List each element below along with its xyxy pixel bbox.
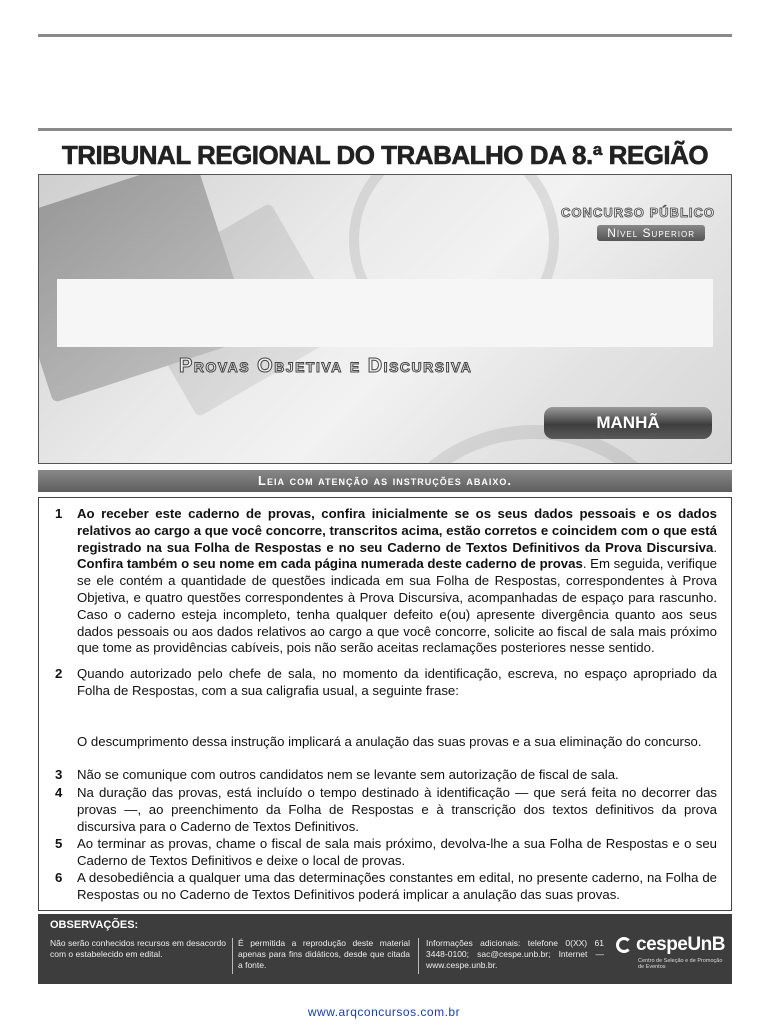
exam-type-title: Provas Objetiva e Discursiva	[179, 355, 473, 377]
observation-contato: Informações adicionais: telefone 0(XX) 61 3448-0100; sac@cespe.unb.br; Internet — www.cespe.unb.br.	[426, 938, 604, 970]
concurso-label: CONCURSO PÚBLICO	[561, 205, 715, 220]
top-rule	[38, 34, 732, 37]
instruction-text: Ao terminar as provas, chame o fiscal de sala mais próximo, devolva-lhe a sua Folha de Respostas e o seu Caderno de Textos Definitivos e deixe o local de provas.	[77, 836, 717, 868]
divider	[418, 938, 419, 974]
instruction-item	[55, 836, 717, 870]
footer-website-link[interactable]: www.arqconcursos.com.br	[307, 1005, 461, 1019]
candidate-info-box	[57, 279, 713, 347]
cespe-logo-subtitle: Centro de Seleção e de Promoção de Eventos	[638, 958, 723, 970]
cespe-logo	[616, 934, 728, 974]
instruction-text: Ao receber este caderno de provas, confira inicialmente se os seus dados pessoais e os dados relativos ao cargo a que você concorre, transcritos acima, estão corretos e coincidem com o que está registrado na sua Folha de Respostas e no seu Caderno de Textos Definitivos da Prova Discursiva. Confira também o seu nome em cada página numerada deste caderno de provas. Em seguida, verifique se ele contém a quantidade de questões indicada em sua Folha de Respostas, correspondentes à Prova Objetiva, e quatro questões correspondentes à Prova Discursiva, acompanhadas de espaço para rascunho. Caso o caderno esteja incompleto, tenha qualquer defeito e(ou) apresente divergência quanto aos seus dados pessoais ou aos dados relativos ao cargo a que você concorre, solicite ao fiscal de sala mais próximo que tome as providências cabíveis, pois não serão aceitas reclamações posteriores nesse sentido.	[77, 506, 717, 656]
cover-banner	[38, 174, 732, 464]
instruction-item	[55, 506, 717, 657]
instruction-number: 3	[55, 767, 63, 782]
header-rule	[38, 128, 732, 131]
observation-recursos: Não serão conhecidos recursos em desacordo com o estabelecido em edital.	[50, 938, 226, 959]
divider	[232, 938, 233, 974]
nivel-badge: Nível Superior	[597, 225, 705, 241]
instruction-item	[55, 666, 717, 700]
shift-badge: MANHÃ	[544, 407, 712, 439]
instructions-box	[38, 497, 732, 911]
instruction-text: O descumprimento dessa instrução implicará a anulação das suas provas e a sua eliminação do concurso.	[77, 734, 702, 749]
instruction-number: 6	[55, 870, 63, 885]
observations-bar	[38, 914, 732, 984]
instruction-text: Quando autorizado pelo chefe de sala, no momento da identificação, escreva, no espaço apropriado da Folha de Respostas, com a sua caligrafia usual, a seguinte frase:	[77, 666, 717, 698]
cespe-logo-text: cespeUnB	[636, 934, 725, 955]
cespe-logo-icon	[616, 937, 632, 953]
instruction-number: 5	[55, 836, 63, 851]
instruction-item	[55, 870, 717, 904]
instruction-item	[55, 767, 717, 784]
instruction-item	[55, 785, 717, 835]
instructions-header: Leia com atenção as instruções abaixo.	[38, 470, 732, 492]
observation-reproducao: É permitida a reprodução deste material apenas para fins didáticos, desde que citada a fonte.	[238, 938, 410, 970]
instruction-number: 1	[55, 506, 63, 521]
page-title: TRIBUNAL REGIONAL DO TRABALHO DA 8.ª REGIÃO	[61, 140, 709, 170]
instruction-text: A desobediência a qualquer uma das determinações constantes em edital, no presente caderno, na Folha de Respostas ou no Caderno de Textos Definitivos poderá implicar a anulação das suas provas.	[77, 870, 717, 902]
observations-title: OBSERVAÇÕES:	[50, 919, 139, 931]
instruction-number: 4	[55, 785, 63, 800]
instruction-text: Não se comunique com outros candidatos nem se levante sem autorização de fiscal de sala.	[77, 767, 619, 782]
instruction-number: 2	[55, 666, 63, 681]
instruction-text: Na duração das provas, está incluído o tempo destinado à identificação — que será feita no decorrer das provas —, ao preenchimento da Folha de Respostas e à transcrição dos textos definitivos da prova discursiva para o Caderno de Textos Definitivos.	[77, 785, 717, 834]
instruction-note	[55, 734, 717, 751]
